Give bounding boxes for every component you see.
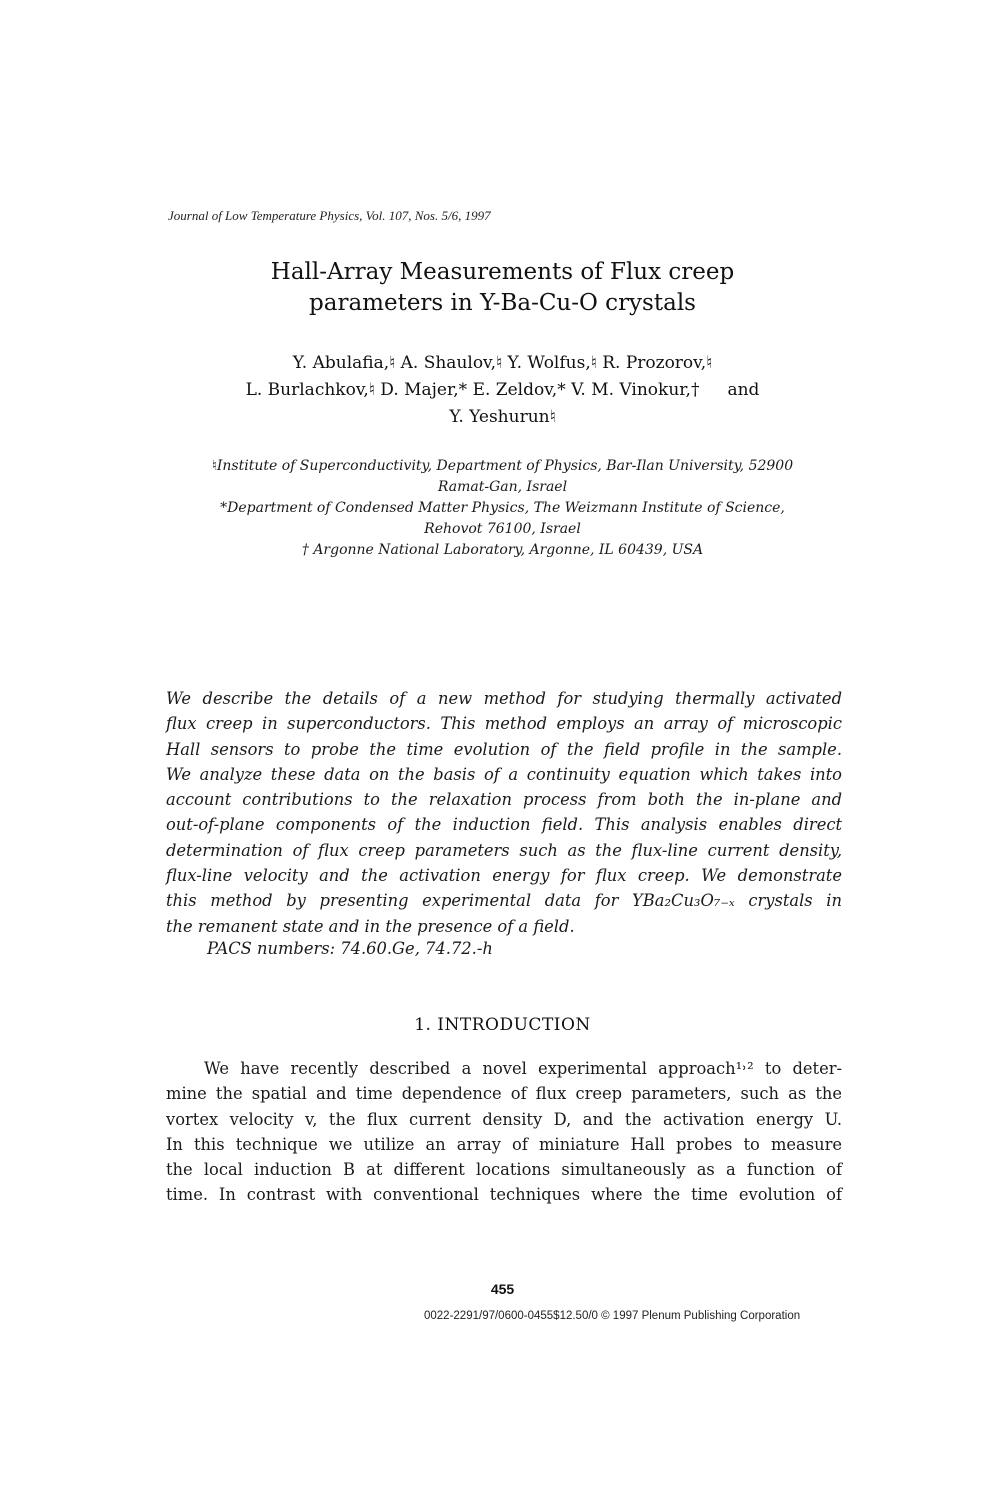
abstract-line: account contributions to the relaxation process from both the in-plane and [166, 790, 842, 810]
abstract [166, 686, 842, 939]
affiliation-barilan-line-2: Ramat-Gan, Israel [437, 479, 568, 495]
authors-line-2 [0, 377, 1005, 404]
body-line: vortex velocity v, the flux current density D, and the activation energy U. [166, 1109, 842, 1129]
abstract-line: this method by presenting experimental data for YBa₂Cu₃O₇₋ₓ crystals in [166, 891, 842, 911]
body-line: mine the spatial and time dependence of flux creep parameters, such as the [166, 1084, 842, 1104]
author-list [0, 350, 1005, 431]
affiliation-weizmann-line-2: Rehovot 76100, Israel [424, 521, 581, 537]
body-line: time. In contrast with conventional techniques where the time evolution of [166, 1185, 842, 1205]
authors-line-1: Y. Abulafia,♮ A. Shaulov,♮ Y. Wolfus,♮ R. Prozorov,♮ [292, 353, 713, 373]
abstract-line: We analyze these data on the basis of a continuity equation which takes into [166, 764, 842, 784]
body-line: We have recently described a novel experimental approach¹˒² to deter- [204, 1059, 842, 1078]
affiliation-weizmann-line-1: *Department of Condensed Matter Physics, The Weizmann Institute of Science, [220, 500, 785, 516]
authors-line-3: Y. Yeshurun♮ [449, 407, 556, 427]
pacs-numbers: PACS numbers: 74.60.Ge, 74.72.-h [207, 939, 493, 958]
title-line-1: Hall-Array Measurements of Flux creep [270, 259, 735, 285]
page-number: 455 [490, 1281, 515, 1297]
body-line: the local induction B at different locations simultaneously as a function of [166, 1160, 842, 1180]
abstract-line: We describe the details of a new method for studying thermally activated [166, 689, 842, 708]
abstract-line: out-of-plane components of the induction field. This analysis enables direct [166, 815, 842, 835]
affiliations [0, 456, 1005, 561]
authors-line-2-names: L. Burlachkov,♮ D. Majer,* E. Zeldov,* V. M. Vinokur,† [245, 380, 700, 400]
authors-and: and [727, 380, 760, 400]
introduction-body [166, 1056, 842, 1208]
paper-title [0, 257, 1005, 319]
journal-citation: Journal of Low Temperature Physics, Vol. 107, Nos. 5/6, 1997 [168, 208, 491, 223]
body-line: In this technique we utilize an array of miniature Hall probes to measure [166, 1134, 842, 1154]
affiliation-barilan-line-1: ♮Institute of Superconductivity, Department of Physics, Bar-Ilan University, 52900 [211, 458, 794, 474]
abstract-line: flux-line velocity and the activation energy for flux creep. We demonstrate [166, 866, 842, 886]
abstract-line: Hall sensors to probe the time evolution of the field profile in the sample. [166, 739, 842, 759]
section-heading: 1. INTRODUCTION [414, 1015, 591, 1035]
abstract-line: determination of flux creep parameters such as the flux-line current density, [166, 840, 842, 860]
copyright-line: 0022-2291/97/0600-0455$12.50/0 © 1997 Plenum Publishing Corporation [424, 1310, 801, 1322]
title-line-2: parameters in Y-Ba-Cu-O crystals [309, 290, 696, 316]
abstract-line: the remanent state and in the presence of a field. [166, 916, 575, 936]
abstract-line: flux creep in superconductors. This method employs an array of microscopic [166, 714, 842, 734]
affiliation-argonne: † Argonne National Laboratory, Argonne, IL 60439, USA [301, 542, 704, 558]
